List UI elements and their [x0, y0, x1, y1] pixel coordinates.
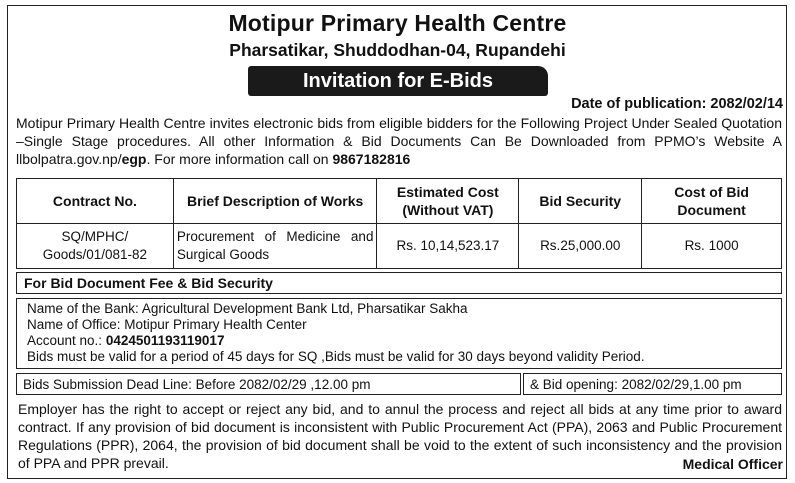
submission-deadline: Bids Submission Dead Line: Before 2082/02/29 ,12.00 pm	[16, 373, 521, 395]
publication-date: Date of publication: 2082/02/14	[571, 96, 783, 112]
intro-text: Motipur Primary Health Centre invites electronic bids from eligible bidders for the Following Project Under Sealed Quotation –Single Stage procedures. All other Information & Bid Documents Can Be Downloaded from PPMO’s Website A llbolpatra.gov.np/	[16, 115, 782, 167]
office-name: Name of Office: Motipur Primary Health Center	[27, 317, 307, 332]
egp-link[interactable]: egp	[121, 151, 147, 167]
col-header-contract: Contract No.	[17, 179, 174, 224]
intro-paragraph	[16, 114, 782, 168]
col-header-doc-cost: Cost of Bid Document	[642, 179, 782, 224]
bid-opening: & Bid opening: 2082/02/29,1.00 pm	[523, 373, 782, 395]
signatory: Medical Officer	[682, 456, 783, 472]
validity-note: Bids must be valid for a period of 45 days for SQ ,Bids must be valid for 30 days beyond validity Period.	[27, 349, 645, 364]
bid-table	[16, 178, 782, 269]
col-header-bid-security: Bid Security	[519, 179, 642, 224]
table-row	[17, 224, 782, 269]
col-header-estimated-cost: Estimated Cost (Without VAT)	[377, 179, 519, 224]
table-header-row	[17, 179, 782, 224]
account-label: Account no.:	[27, 333, 106, 348]
fee-section-heading: For Bid Document Fee & Bid Security	[16, 272, 782, 294]
org-address: Pharsatikar, Shuddodhan-04, Rupandehi	[229, 40, 566, 60]
cell-description: Procurement of Medicine and Surgical Goods	[173, 224, 377, 269]
account-number: 0424501193119017	[105, 333, 225, 348]
contact-phone: 9867182816	[332, 151, 411, 167]
account-line	[27, 333, 781, 349]
intro-more-text: . For more information call on	[146, 151, 333, 167]
bank-details	[16, 298, 782, 369]
cell-bid-security: Rs.25,000.00	[519, 224, 642, 269]
bank-name: Name of the Bank: Agricultural Development Bank Ltd, Pharsatikar Sakha	[27, 301, 468, 316]
invitation-banner: Invitation for E-Bids	[248, 66, 548, 96]
cell-doc-cost: Rs. 1000	[642, 224, 782, 269]
cell-estimated-cost: Rs. 10,14,523.17	[377, 224, 519, 269]
org-title: Motipur Primary Health Centre	[228, 10, 567, 36]
col-header-description: Brief Description of Works	[173, 179, 377, 224]
cell-contract-no: SQ/MPHC/ Goods/01/081-82	[17, 224, 174, 269]
terms-paragraph: Employer has the right to accept or reject any bid, and to annul the process and reject all bids at any time prior to award contract. If any provision of bid document is inconsistent with Public Procurement Act (PPA), 2063 and Public Procurement Regulations (PPR), 2064, the provision of bid document shall be void to the extent of such inconsistency and the provision of PPA and PPR prevail.	[18, 401, 782, 471]
